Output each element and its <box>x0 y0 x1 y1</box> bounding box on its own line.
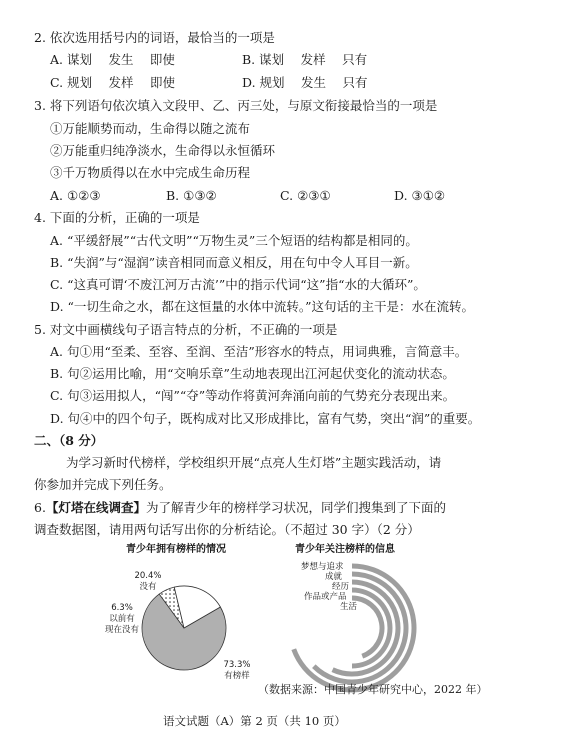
radial-label-5: 生活 <box>340 602 358 612</box>
pie-chart-title: 青少年拥有榜样的情况 <box>126 544 226 555</box>
pie-label-none-name: 没有 <box>139 582 157 592</box>
q2-option-d: D. 规划 发生 只有 <box>242 75 368 90</box>
page-footer: 语文试题（A）第 2 页（共 10 页） <box>163 714 346 728</box>
q2-option-c: C. 规划 发样 即使 <box>50 75 176 90</box>
radial-label-2: 成就 <box>325 572 343 582</box>
section-2-heading: 二、（8 分） <box>34 433 104 448</box>
pie-label-have-name: 有榜样 <box>224 671 250 681</box>
q5-option-a: A. 句①用“至柔、至容、至润、至洁”形容水的特点，用词典雅，言简意丰。 <box>50 344 468 359</box>
q3-option-a: A. ①②③ <box>50 188 101 203</box>
pie-chart <box>142 586 226 670</box>
q3-option-c: C. ②③① <box>280 188 331 203</box>
q5-option-c: C. 句③运用拟人，“闯”“夺”等动作将黄河奔涌向前的气势充分表现出来。 <box>50 388 456 403</box>
q2-option-a: A. 谋划 发生 即使 <box>50 52 175 67</box>
q6-line-2: 调查数据图，请用两句话写出你的分析结论。（不超过 30 字）（2 分） <box>34 522 420 537</box>
section-2-intro-line-2: 你参加并完成下列任务。 <box>34 477 172 492</box>
radial-chart-title: 青少年关注榜样的信息 <box>295 544 395 555</box>
q4-stem: 4. 下面的分析，正确的一项是 <box>34 210 200 225</box>
pie-label-before-value: 6.3% <box>111 603 133 613</box>
radial-label-3: 经历 <box>332 582 350 592</box>
q2-option-b: B. 谋划 发样 只有 <box>242 52 368 67</box>
q3-sentence-1: ①万能顺势而动，生命得以随之流布 <box>50 121 251 136</box>
q6-tag: 【灯塔在线调查】 <box>45 500 146 515</box>
q4-option-b: B. “失润”与“湿润”读音相同而意义相反，用在句中令人耳目一新。 <box>50 255 418 270</box>
q3-sentence-3: ③千万物质得以在水中完成生命历程 <box>50 165 251 180</box>
radial-label-4: 作品或产品 <box>304 592 347 602</box>
pie-label-none-value: 20.4% <box>134 571 162 581</box>
q6-number: 6. <box>34 500 46 515</box>
q3-option-d: D. ③①② <box>394 188 446 203</box>
q5-option-b: B. 句②运用比喻，用“交响乐章”生动地表现出江河起伏变化的流动状态。 <box>50 366 455 381</box>
q3-option-b: B. ①③② <box>166 188 217 203</box>
pie-label-have-value: 73.3% <box>223 660 251 670</box>
q4-option-a: A. “平缓舒展”“古代文明”“万物生灵”三个短语的结构都是相同的。 <box>50 233 418 248</box>
radial-bar-chart <box>294 566 414 690</box>
section-2-intro-line-1: 为学习新时代榜样，学校组织开展“点亮人生灯塔”主题实践活动，请 <box>66 455 442 470</box>
q4-option-d: D. “一切生命之水，都在这恒量的水体中流转。”这句话的主干是：水在流转。 <box>50 299 475 314</box>
pie-label-before-name-2: 现在没有 <box>104 625 140 635</box>
q5-stem: 5. 对文中画横线句子语言特点的分析，不正确的一项是 <box>34 322 338 337</box>
q3-stem: 3. 将下列语句依次填入文段甲、乙、丙三处，与原文衔接最恰当的一项是 <box>34 98 438 113</box>
pie-label-before-name: 以前有 <box>109 614 135 624</box>
q5-option-d: D. 句④中的四个句子，既构成对比又形成排比，富有气势，突出“润”的重要。 <box>50 411 481 426</box>
q2-stem: 2. 依次选用括号内的词语，最恰当的一项是 <box>34 30 275 45</box>
radial-label-1: 梦想与追求 <box>301 562 344 572</box>
q6-text-1: 为了解青少年的榜样学习状况，同学们搜集到了下面的 <box>145 500 446 515</box>
q3-sentence-2: ②万能重归纯净淡水，生命得以永恒循环 <box>50 143 276 158</box>
source-note: （数据来源：中国青少年研究中心，2022 年） <box>258 683 488 696</box>
q4-option-c: C. “这真可谓‘不废江河万古流’”中的指示代词“这”指“水的大循环”。 <box>50 277 426 292</box>
q6-line-1 <box>34 500 446 516</box>
